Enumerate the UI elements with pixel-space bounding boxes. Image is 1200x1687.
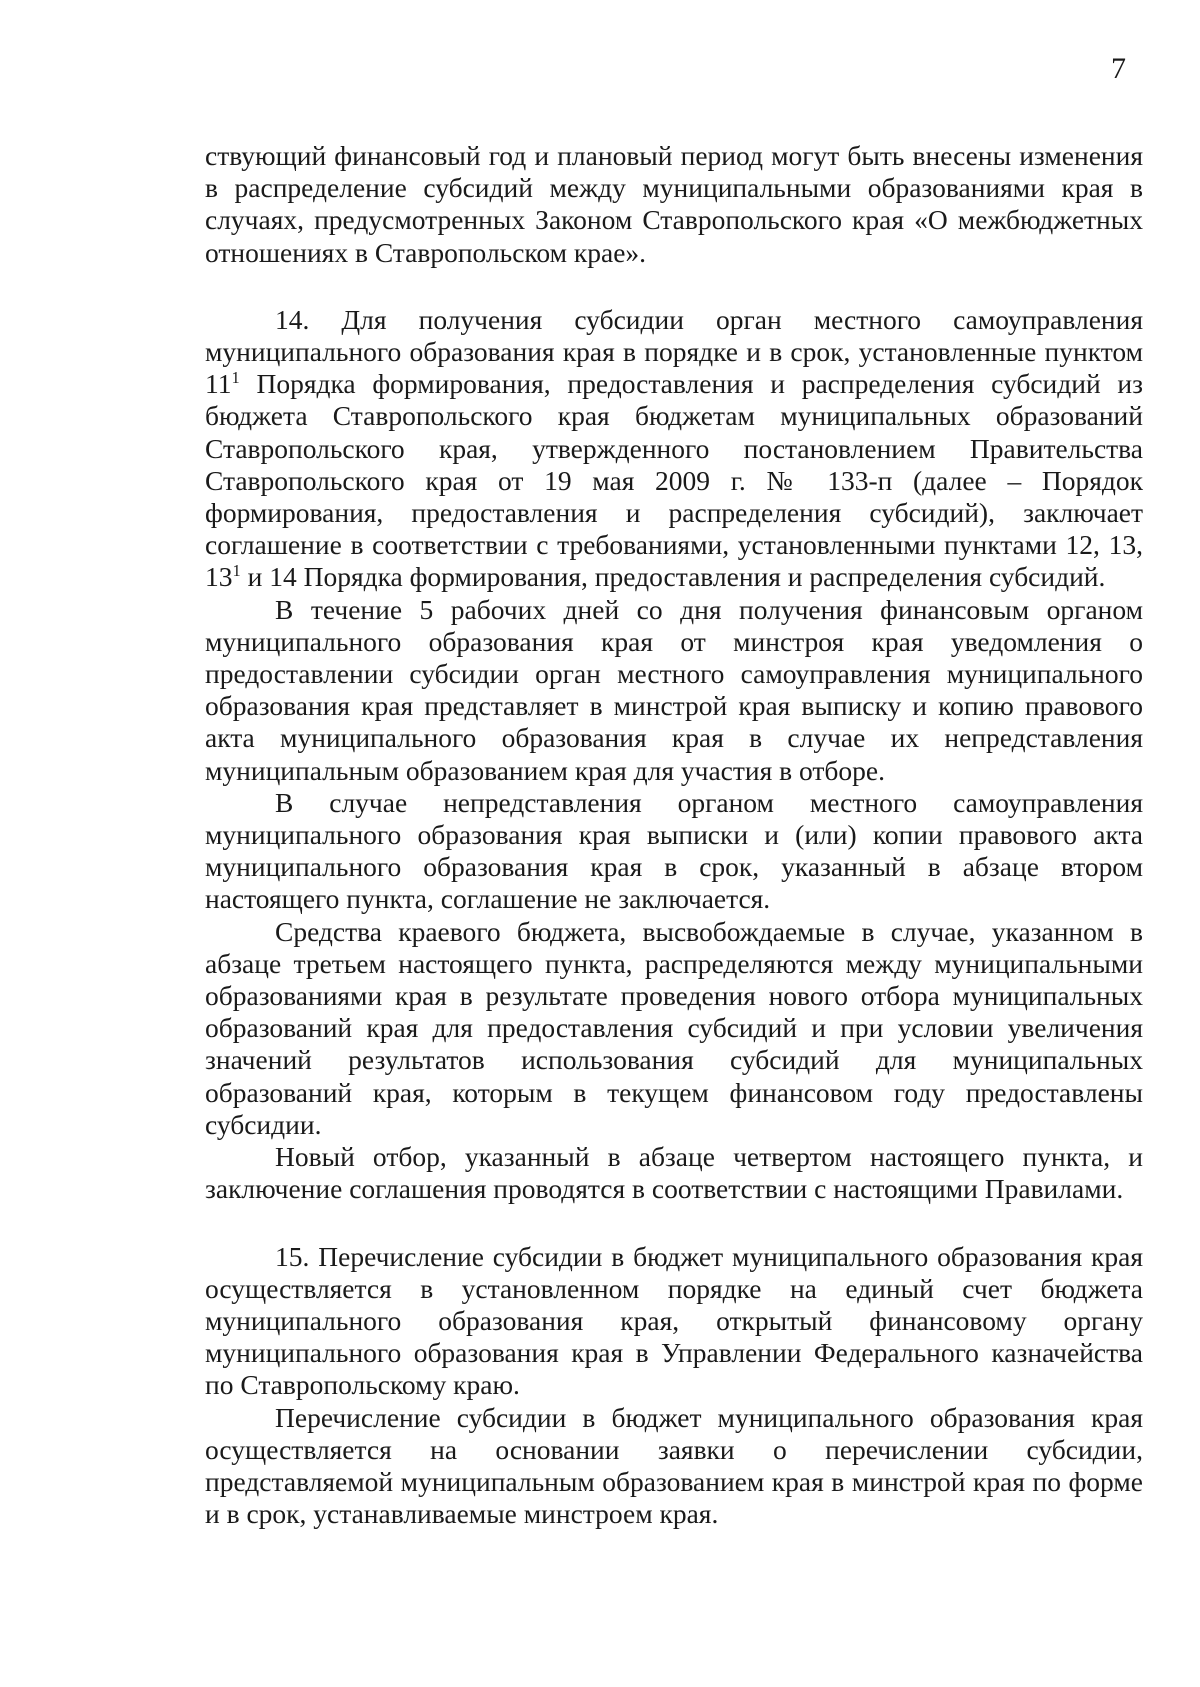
document-body [205, 140, 1143, 1530]
paragraph-text: 14. Для получения субсидии орган местного самоуправления муниципального образования края в порядке и в срок, установленные пунктом 11 [205, 303, 1143, 400]
paragraph-clause-14-fifth: Новый отбор, указанный в абзаце четвертом настоящего пункта, и заключение соглашения проводятся в соответствии с настоящими Правилами. [205, 1141, 1143, 1205]
paragraph-clause-15: 15. Перечисление субсидии в бюджет муниципального образования края осуществляется в установленном порядке на единый счет бюджета муниципального образования края, открытый финансовому органу муниципального образования края в Управлении Федерального казначейства по Ставропольскому краю. [205, 1240, 1143, 1401]
paragraph-clause-14-third: В случае непредставления органом местного самоуправления муниципального образования края выписки и (или) копии правового акта муниципального образования края в срок, указанный в абзаце втором настоящего пункта, соглашение не заключается. [205, 786, 1143, 915]
paragraph-clause-14 [205, 304, 1143, 594]
superscript: 1 [232, 561, 241, 581]
paragraph-text: Порядка формирования, предоставления и распределения субсидий из бюджета Ставропольского края бюджетам муниципальных образований Ставропольского края, утвержденного постановлением Правительства Ставропольского края от 19 мая 2009 г. № 133-п (далее – Порядок формирования, предоставления и распределения субсидий), заключает соглашение в соответствии с требованиями, установленными пунктами 12, 13, 13 [205, 368, 1143, 593]
paragraph-clause-14-second: В течение 5 рабочих дней со дня получения финансовым органом муниципального образования края от минстроя края уведомления о предоставлении субсидии орган местного самоуправления муниципального образования края представляет в минстрой края выписку и копию правового акта муниципального образования края в случае их непредставления муниципальным образованием края для участия в отборе. [205, 593, 1143, 786]
paragraph-text: и 14 Порядка формирования, предоставления и распределения субсидий. [240, 561, 1106, 593]
paragraph-continuation: ствующий финансовый год и плановый период могут быть внесены изменения в распределение субсидий между муниципальными образованиями края в случаях, предусмотренных Законом Ставропольского края «О межбюджетных отношениях в Ставропольском крае». [205, 140, 1143, 268]
superscript: 1 [231, 368, 240, 388]
page-number: 7 [1111, 52, 1126, 85]
paragraph-clause-15-second: Перечисление субсидии в бюджет муниципального образования края осуществляется на основании заявки о перечислении субсидии, представляемой муниципальным образованием края в минстрой края по форме и в срок, устанавливаемые минстроем края. [205, 1401, 1143, 1530]
paragraph-clause-14-fourth: Средства краевого бюджета, высвобождаемые в случае, указанном в абзаце третьем настоящего пункта, распределяются между муниципальными образованиями края в результате проведения нового отбора муниципальных образований края для предоставления субсидий и при условии увеличения значений результатов использования субсидий для муниципальных образований края, которым в текущем финансовом году предоставлены субсидии. [205, 915, 1143, 1140]
